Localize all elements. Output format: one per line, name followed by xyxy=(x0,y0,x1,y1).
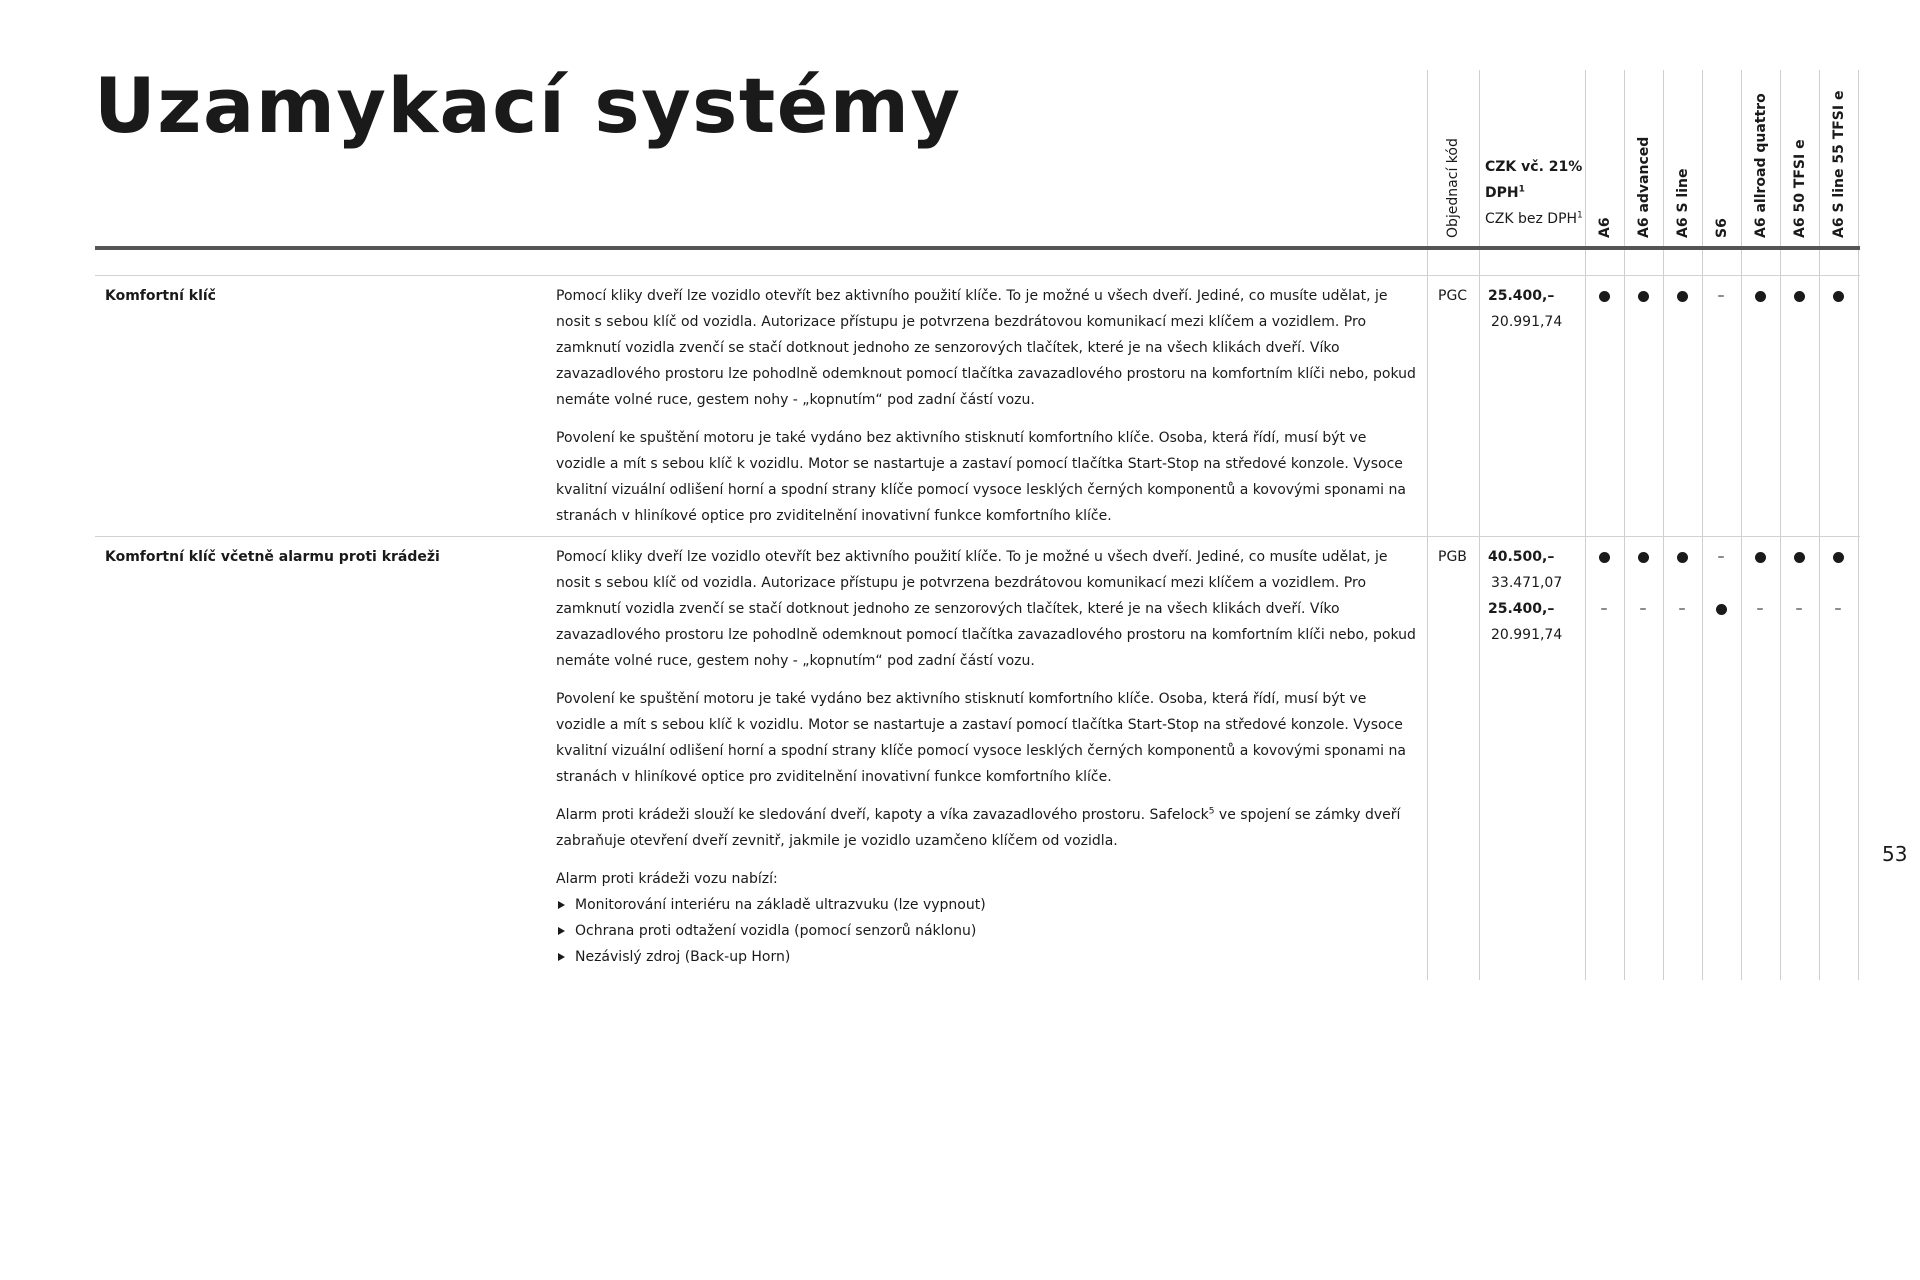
list-item: Nezávislý zdroj (Back-up Horn) xyxy=(556,944,1416,970)
availability-dot xyxy=(1794,291,1805,302)
list-item: Monitorování interiéru na základě ultrazvuku (lze vypnout) xyxy=(556,892,1416,918)
availability-mark xyxy=(1821,544,1855,570)
price-gross: 40.500,– xyxy=(1488,549,1555,565)
availability-dot xyxy=(1638,291,1649,302)
availability-mark xyxy=(1665,544,1699,570)
header-price-gross-line2: DPH xyxy=(1485,185,1519,201)
order-code: PGB xyxy=(1438,549,1467,565)
header-model-a6: A6 xyxy=(1597,217,1613,238)
description-paragraph: Povolení ke spuštění motoru je také vydáno bez aktivního stisknutí komfortního klíče. Osoba, která řídí, musí být ve vozidle a mít s sebou klíč k vozidlu. Motor se nastartuje a zastaví pomocí tlačítka Start-Stop na středové konzole. Vysoce kvalitní vizuální odlišení horní a spodní strany klíče pomocí vysoce lesklých černých komponentů a kovovými sponami na stranách v hliníkové optice pro zviditelnění inovativní funkce komfortního klíče. xyxy=(556,430,1406,524)
price-net: 33.471,07 xyxy=(1491,575,1563,591)
description-paragraph: Pomocí kliky dveří lze vozidlo otevřít bez aktivního použití klíče. To je možné u všech dveří. Jediné, co musíte udělat, je nosit s sebou klíč od vozidla. Autorizace přístupu je potvrzena bezdrátovou komunikací mezi klíčem a vozidlem. Pro zamknutí vozidla zvenčí se stačí dotknout jednoho ze senzorových tlačítek, které je na všech klikách dveří. Víko zavazadlového prostoru lze pohodlně odemknout pomocí tlačítka zavazadlového prostoru na komfortním klíči nebo, pokud nemáte volné ruce, gestem nohy - „kopnutím“ pod zadní částí vozu. xyxy=(556,549,1416,669)
header-price-gross-label xyxy=(1485,154,1585,180)
availability-mark: – xyxy=(1678,601,1686,617)
column-divider xyxy=(1427,70,1428,980)
footnote-mark: 1 xyxy=(1518,184,1525,195)
description-paragraph: Pomocí kliky dveří lze vozidlo otevřít bez aktivního použití klíče. To je možné u všech dveří. Jediné, co musíte udělat, je nosit s sebou klíč od vozidla. Autorizace přístupu je potvrzena bezdrátovou komunikací mezi klíčem a vozidlem. Pro zamknutí vozidla zvenčí se stačí dotknout jednoho ze senzorových tlačítek, které je na všech klikách dveří. Víko zavazadlového prostoru lze pohodlně odemknout pomocí tlačítka zavazadlového prostoru na komfortním klíči nebo, pokud nemáte volné ruce, gestem nohy - „kopnutím“ pod zadní částí vozu. xyxy=(556,288,1416,408)
availability-mark xyxy=(1704,596,1738,622)
availability-mark xyxy=(1782,544,1816,570)
availability-dot xyxy=(1755,291,1766,302)
price-block xyxy=(1488,544,1588,648)
availability-dot xyxy=(1677,291,1688,302)
column-divider xyxy=(1819,70,1820,980)
availability-mark xyxy=(1665,283,1699,309)
product-name-komfortni-klic-alarm: Komfortní klíč včetně alarmu proti krádeži xyxy=(105,549,440,565)
column-divider xyxy=(1479,70,1480,980)
order-code: PGC xyxy=(1438,288,1468,304)
product-description-komfortni-klic-alarm xyxy=(556,544,1416,970)
header-model-a6-s-line-55-tfsi-e: A6 S line 55 TFSI e xyxy=(1831,90,1847,238)
page-title: Uzamykací systémy xyxy=(94,61,962,150)
header-price-net-text: CZK bez DPH xyxy=(1485,211,1578,227)
footnote-mark: 1 xyxy=(1577,210,1583,221)
list-intro: Alarm proti krádeži vozu nabízí: xyxy=(556,871,778,887)
page-number: 53 xyxy=(1882,842,1908,866)
availability-dot xyxy=(1599,552,1610,563)
price-net: 20.991,74 xyxy=(1491,627,1563,643)
price-block xyxy=(1488,283,1588,335)
footnote-mark: 5 xyxy=(1208,806,1215,817)
price-net: 20.991,74 xyxy=(1491,314,1563,330)
availability-mark: – xyxy=(1756,601,1764,617)
availability-dot xyxy=(1833,291,1844,302)
availability-mark: – xyxy=(1717,288,1725,304)
availability-mark: – xyxy=(1600,601,1608,617)
description-paragraph: Povolení ke spuštění motoru je také vydáno bez aktivního stisknutí komfortního klíče. Osoba, která řídí, musí být ve vozidle a mít s sebou klíč k vozidlu. Motor se nastartuje a zastaví pomocí tlačítka Start-Stop na středové konzole. Vysoce kvalitní vizuální odlišení horní a spodní strany klíče pomocí vysoce lesklých černých komponentů a kovovými sponami na stranách v hliníkové optice pro zviditelnění inovativní funkce komfortního klíče. xyxy=(556,691,1406,785)
availability-mark xyxy=(1821,283,1855,309)
availability-dot xyxy=(1599,291,1610,302)
availability-mark xyxy=(1587,283,1621,309)
column-divider xyxy=(1702,70,1703,980)
header-price-gross-label-2 xyxy=(1485,180,1585,206)
availability-mark xyxy=(1626,544,1660,570)
header-rule xyxy=(95,246,1860,250)
column-divider xyxy=(1663,70,1664,980)
header-model-a6-advanced: A6 advanced xyxy=(1636,136,1652,238)
feature-list xyxy=(556,892,1416,970)
header-price-gross-line1: CZK vč. 21% xyxy=(1485,159,1583,175)
column-divider xyxy=(1585,70,1586,980)
header-price-net-label xyxy=(1485,206,1585,232)
header-model-a6-s-line: A6 S line xyxy=(1675,168,1691,238)
availability-dot xyxy=(1638,552,1649,563)
alarm-text-before: Alarm proti krádeži slouží ke sledování dveří, kapoty a víka zavazadlového prostoru. Safelock xyxy=(556,807,1209,823)
product-name-komfortni-klic: Komfortní klíč xyxy=(105,288,216,304)
availability-mark xyxy=(1743,283,1777,309)
availability-dot xyxy=(1716,604,1727,615)
price-gross: 25.400,– xyxy=(1488,601,1555,617)
row-divider xyxy=(95,275,1860,276)
availability-mark xyxy=(1587,544,1621,570)
header-order-code xyxy=(1445,138,1461,238)
header-price xyxy=(1485,154,1585,232)
column-divider xyxy=(1858,70,1859,980)
availability-dot xyxy=(1677,552,1688,563)
product-description-komfortni-klic xyxy=(556,283,1416,541)
alarm-paragraph xyxy=(556,802,1416,854)
header-model-a6-50-tfsi-e: A6 50 TFSI e xyxy=(1792,139,1808,238)
header-model-s6: S6 xyxy=(1714,218,1730,238)
price-gross: 25.400,– xyxy=(1488,288,1555,304)
availability-dot xyxy=(1794,552,1805,563)
availability-mark: – xyxy=(1834,601,1842,617)
availability-mark: – xyxy=(1639,601,1647,617)
header-model-a6-allroad-quattro: A6 allroad quattro xyxy=(1753,93,1769,238)
header-order-code-label: Objednací kód xyxy=(1445,138,1461,238)
list-item: Ochrana proti odtažení vozidla (pomocí senzorů náklonu) xyxy=(556,918,1416,944)
availability-mark: – xyxy=(1717,549,1725,565)
column-divider xyxy=(1624,70,1625,980)
availability-mark xyxy=(1743,544,1777,570)
availability-dot xyxy=(1833,552,1844,563)
column-divider xyxy=(1741,70,1742,980)
availability-mark: – xyxy=(1795,601,1803,617)
alarm-text-after: ve spojení se zámky dveří zabraňuje otevření dveří zevnitř, jakmile je vozidlo uzamčeno klíčem od vozidla. xyxy=(556,807,1401,849)
column-divider xyxy=(1780,70,1781,980)
availability-mark xyxy=(1782,283,1816,309)
availability-dot xyxy=(1755,552,1766,563)
availability-mark xyxy=(1626,283,1660,309)
